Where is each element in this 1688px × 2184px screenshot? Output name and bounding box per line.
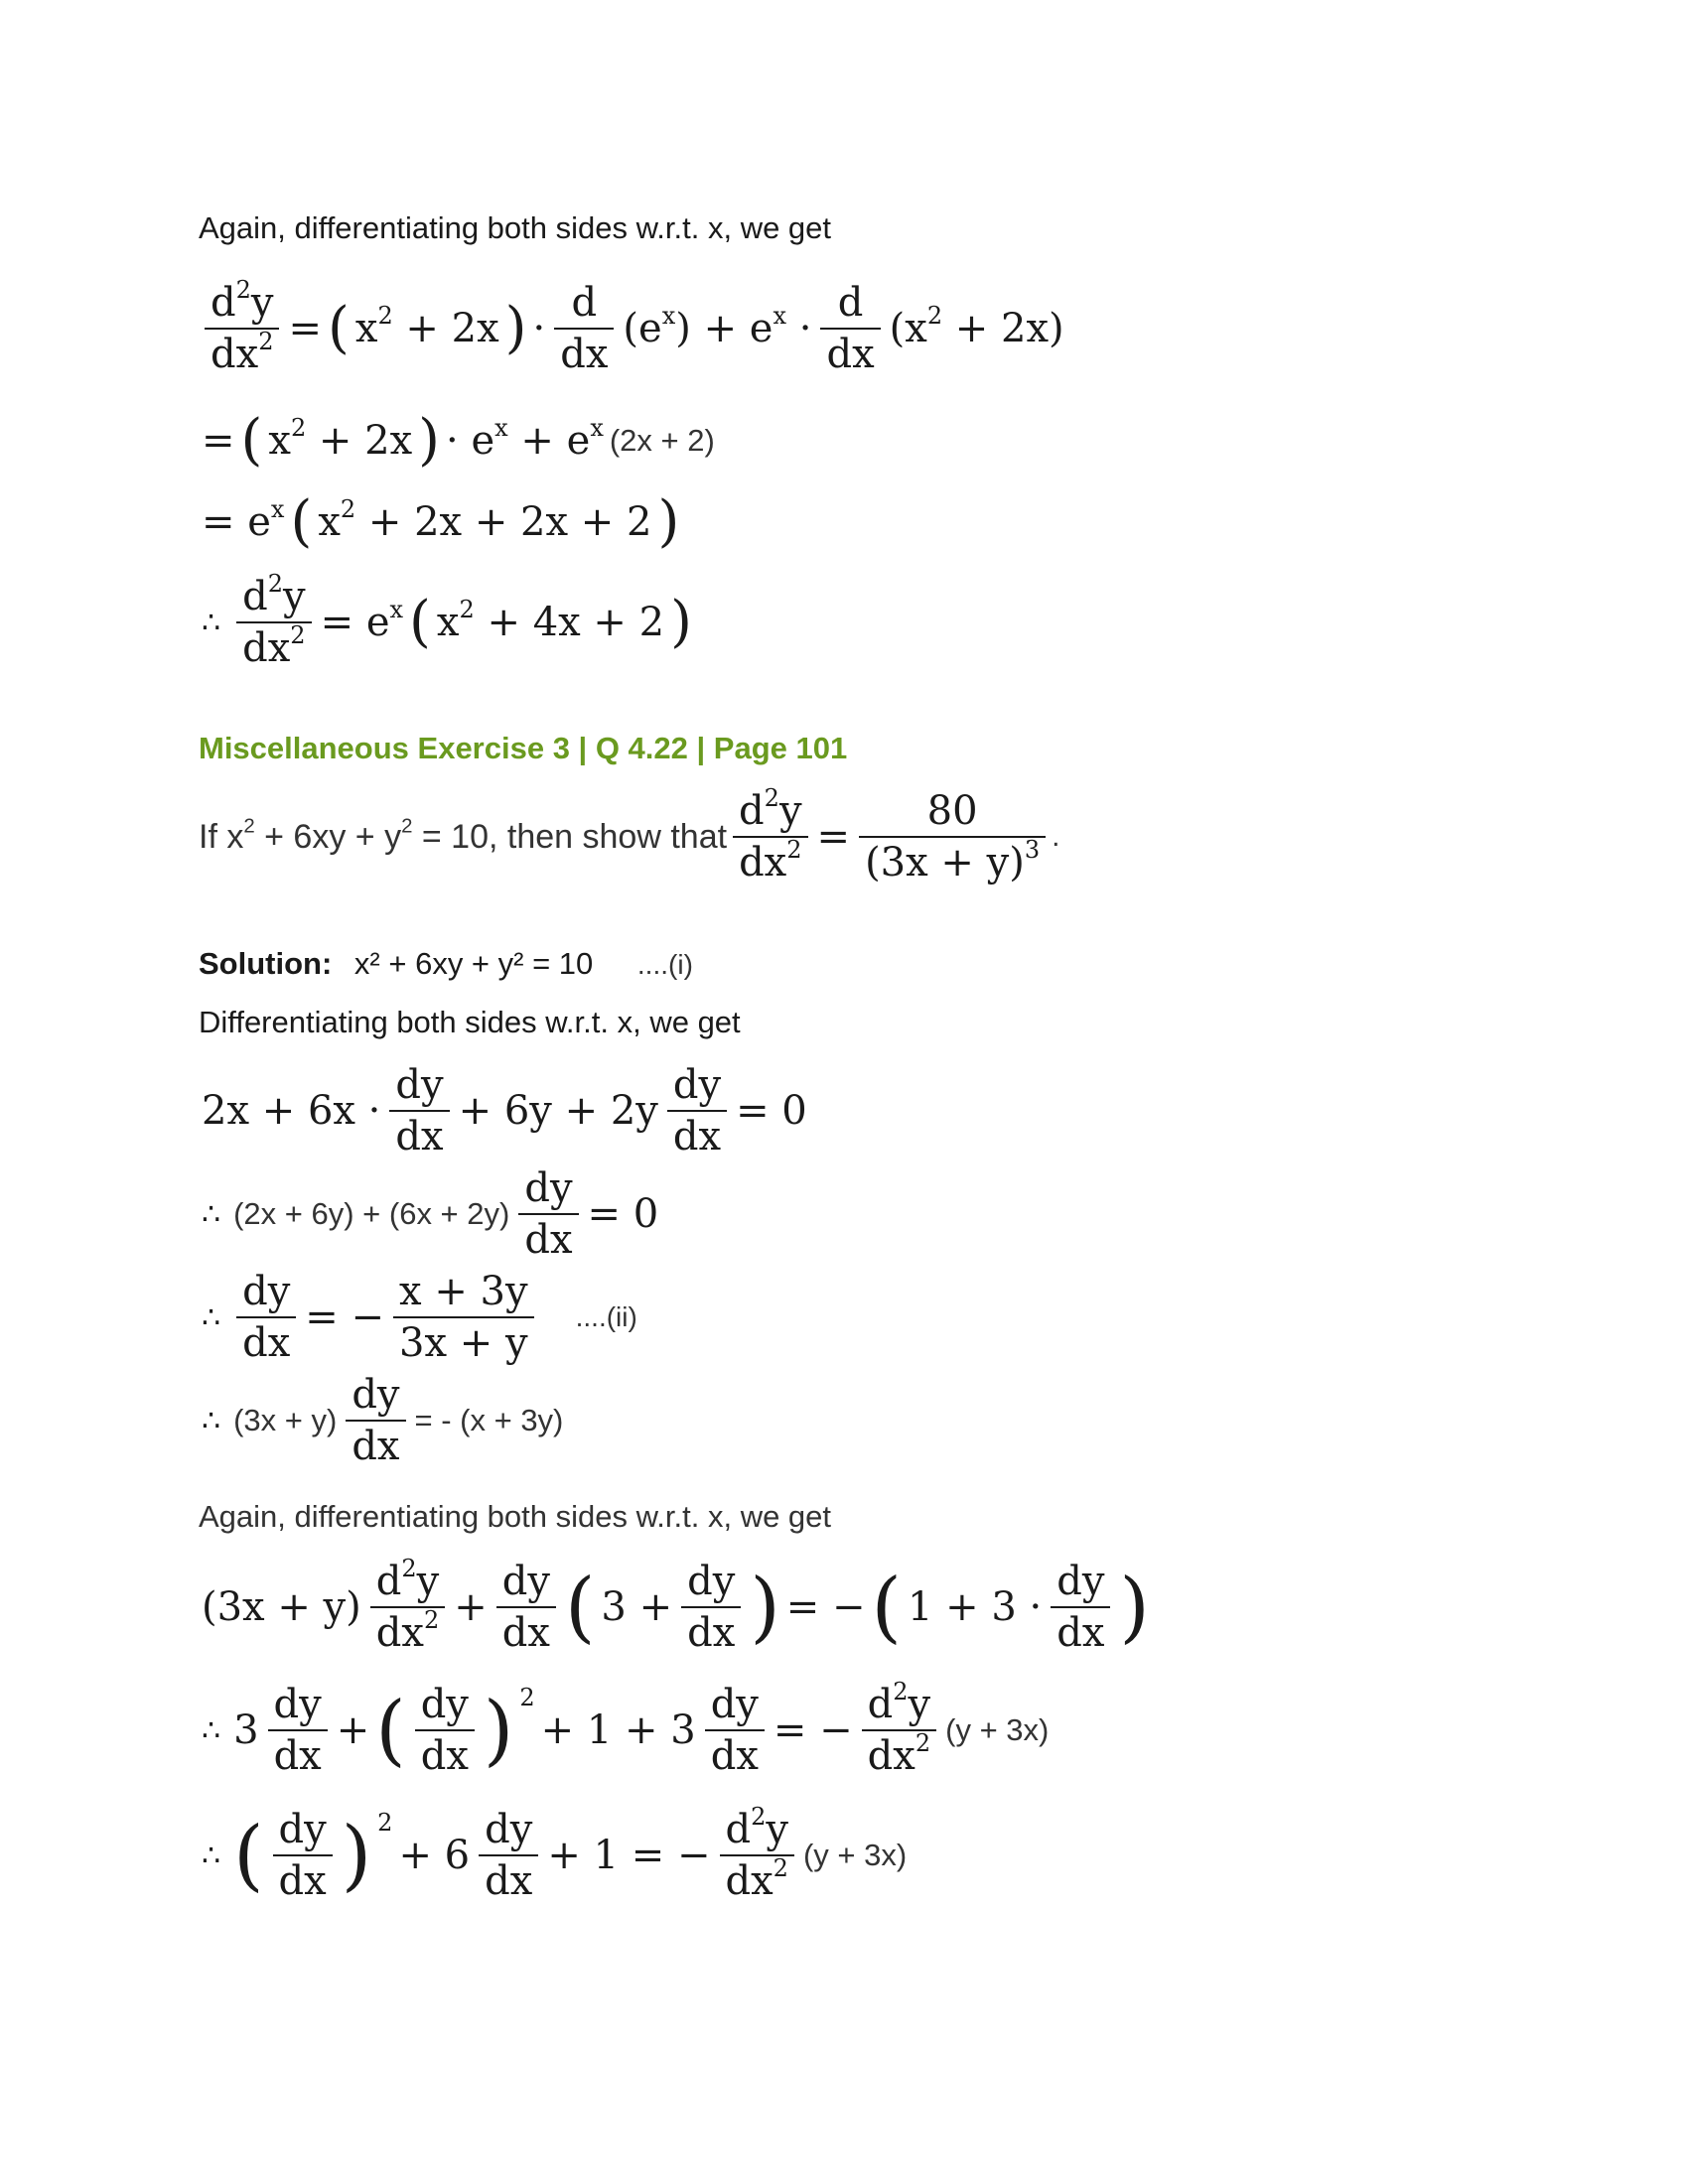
equation-first-derivative: ∴ $\frac{dy}{dx}$ = − $\frac{x + 3y}{3x + y}$ ....(ii) [202,1269,637,1366]
equation-expanded: ∴ 3 $\frac{dy}{dx}$ + ( $\frac{dy}{dx}$ ) 2 + 1 + 3 $\frac{dy}{dx}$ = − $\frac{d^2y}{dx^2}$ (y + 3x) [202,1678,1050,1779]
equation-second-derivative-1: $\frac{d^2y}{dx^2}$ = ( $x^2 + 2x$ ) · $\frac{d}{dx}$ $(e^x) + e^x$ · $\frac{d}{dx}$ $(x^2 + 2x)$ [199,282,1067,375]
intro-text: Again, differentiating both sides w.r.t. x, we get [199,210,832,245]
differentiating-text: Differentiating both sides w.r.t. x, we get [199,1005,741,1039]
equation-step-3: = $e^x$ ( $x^2 + 2x + 2x + 2$ ) [202,489,680,554]
equation-rearranged: ∴ (3x + y) $\frac{dy}{dx}$ = - (x + 3y) [202,1372,564,1469]
equation-simplified: ∴ ( $\frac{dy}{dx}$ ) 2 + 6 $\frac{dy}{dx}$ + 1 = − $\frac{d^2y}{dx^2}$ (y + 3x) [202,1803,908,1904]
again-text: Again, differentiating both sides w.r.t. x, we get [199,1499,832,1534]
solution-line: Solution: x² + 6xy + y² = 10 ....(i) [199,946,693,981]
question: If $x^2 + 6xy + y^2 = 10$, then show that $\frac{d^2y}{dx^2}$ = $\frac{80}{(3x + y)^3}$ . [199,784,1060,886]
equation-result-1: ∴ $\frac{d^2y}{dx^2}$ = $e^x$ ( $x^2 + 4x + 2$ ) [202,570,692,671]
equation-implicit-1: 2x + 6x · $\frac{dy}{dx}$ + 6y + 2y $\frac{dy}{dx}$ = 0 [202,1062,807,1160]
equation-step-2: = ( $x^2 + 2x$ ) · $e^x + e^x$ (2x + 2) [202,408,715,473]
exercise-header: Miscellaneous Exercise 3 | Q 4.22 | Page 101 [199,731,848,765]
equation-implicit-2: ∴ (2x + 6y) + (6x + 2y) $\frac{dy}{dx}$ = 0 [202,1165,659,1263]
equation-second-diff: (3x + y) $\frac{d^2y}{dx^2}$ + $\frac{dy}{dx}$ ( 3 + $\frac{dy}{dx}$ ) = − ( 1 + 3 · $\frac{dy}{dx}$ ) [202,1555,1150,1656]
